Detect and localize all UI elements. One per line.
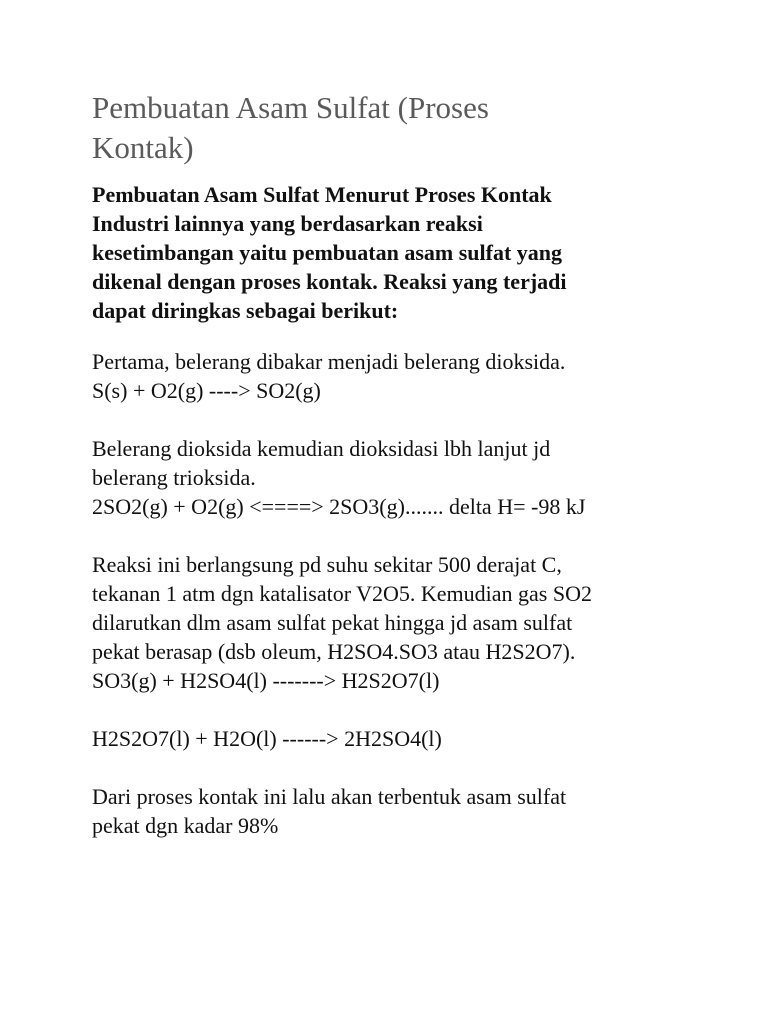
lead-line: Industri lainnya yang berdasarkan reaksi xyxy=(92,211,483,236)
title-line-2: Kontak) xyxy=(92,130,194,165)
step-2-paragraph xyxy=(92,434,692,521)
step-4-equation: H2S2O7(l) + H2O(l) ------> 2H2SO4(l) xyxy=(92,726,442,751)
step-3-equation: SO3(g) + H2SO4(l) -------> H2S2O7(l) xyxy=(92,668,440,693)
document-page xyxy=(92,88,692,869)
step-3-paragraph xyxy=(92,550,692,695)
lead-line: dapat diringkas sebagai berikut: xyxy=(92,298,399,323)
step-2-text-line-1: Belerang dioksida kemudian dioksidasi lbh lanjut jd xyxy=(92,436,551,461)
step-3-text-line: pekat berasap (dsb oleum, H2SO4.SO3 atau H2S2O7). xyxy=(92,639,576,664)
step-1-paragraph xyxy=(92,347,692,405)
step-2-equation: 2SO2(g) + O2(g) <====> 2SO3(g)....... delta H= -98 kJ xyxy=(92,494,586,519)
step-3-text-line: tekanan 1 atm dgn katalisator V2O5. Kemudian gas SO2 xyxy=(92,581,592,606)
step-3-text-line: Reaksi ini berlangsung pd suhu sekitar 500 derajat C, xyxy=(92,552,562,577)
step-1-text: Pertama, belerang dibakar menjadi belerang dioksida. xyxy=(92,349,566,374)
step-2-text-line-2: belerang trioksida. xyxy=(92,465,256,490)
step-1-equation: S(s) + O2(g) ----> SO2(g) xyxy=(92,378,321,403)
lead-paragraph xyxy=(92,180,692,325)
conclusion-line-2: pekat dgn kadar 98% xyxy=(92,813,279,838)
lead-line: dikenal dengan proses kontak. Reaksi yang terjadi xyxy=(92,269,567,294)
title-line-1: Pembuatan Asam Sulfat (Proses xyxy=(92,90,489,125)
lead-line: kesetimbangan yaitu pembuatan asam sulfat yang xyxy=(92,240,563,265)
document-title xyxy=(92,88,692,168)
conclusion-line-1: Dari proses kontak ini lalu akan terbentuk asam sulfat xyxy=(92,784,567,809)
conclusion-paragraph xyxy=(92,782,692,840)
step-4-paragraph xyxy=(92,724,692,753)
lead-line: Pembuatan Asam Sulfat Menurut Proses Kontak xyxy=(92,182,552,207)
step-3-text-line: dilarutkan dlm asam sulfat pekat hingga jd asam sulfat xyxy=(92,610,573,635)
